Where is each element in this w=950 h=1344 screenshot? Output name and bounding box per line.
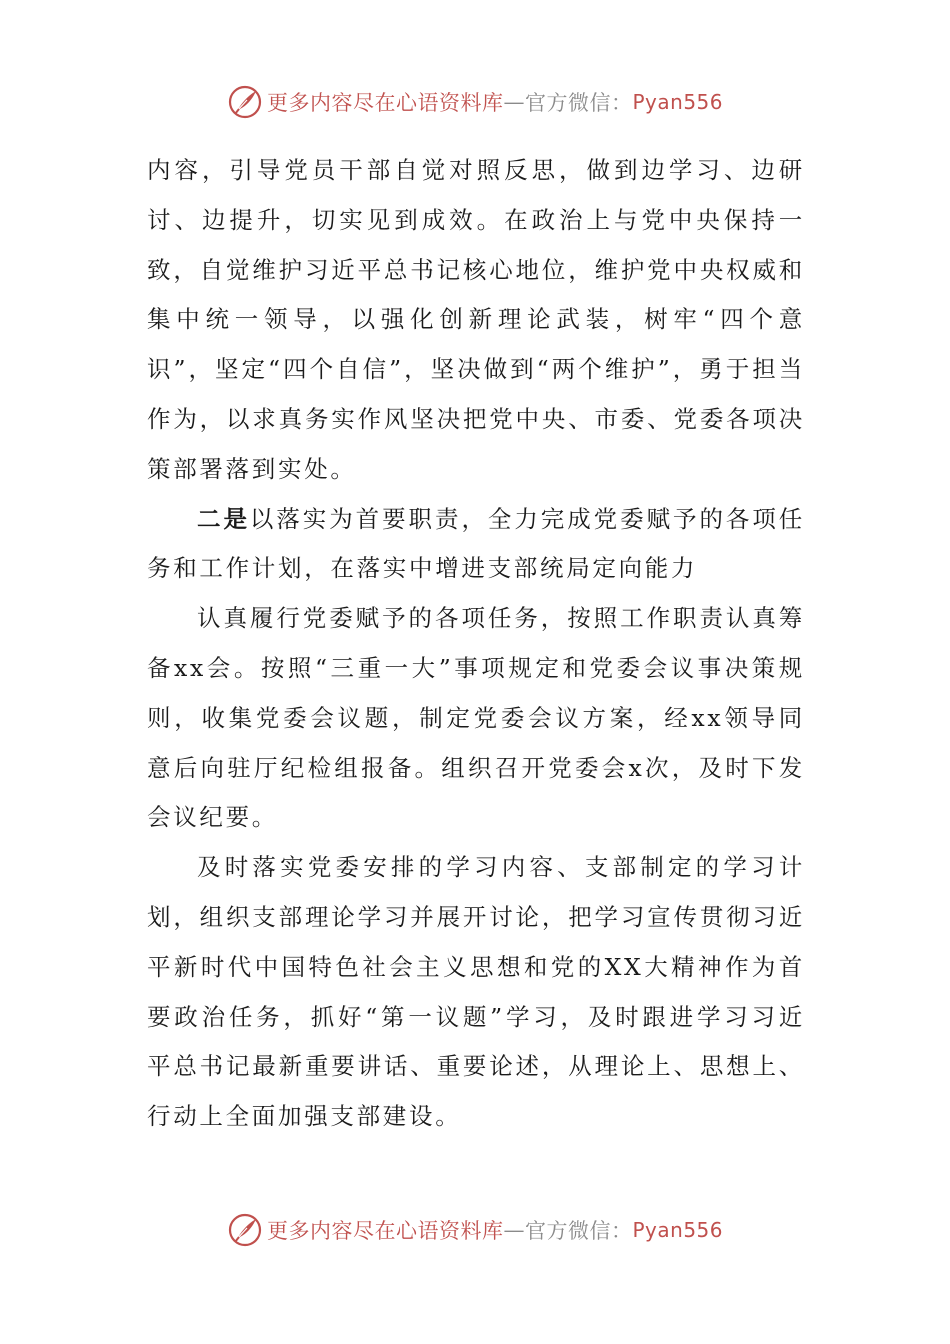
paragraph-1 [147, 146, 805, 495]
quill-logo-icon [227, 84, 263, 120]
paragraph-text: 及时落实党委安排的学习内容、支部制定的学习计划，组织支部理论学习并展开讨论，把学习宣传贯彻习近平新时代中国特色社会主义思想和党的XX大精神作为首要政治任务，抓好“第一议题”学习，及时跟进学习习近平总书记最新重要讲话、重要论述，从理论上、思想上、行动上全面加强支部建设。 [147, 853, 805, 1131]
header-banner [0, 82, 950, 122]
quill-logo-icon [227, 1212, 263, 1248]
document-body [147, 146, 805, 1142]
contact-id: Pyan556 [632, 1218, 723, 1242]
contact-label: 官方微信： [524, 91, 633, 115]
paragraph-text: 认真履行党委赋予的各项任务，按照工作职责认真筹备xx会。按照“三重一大”事项规定和党委会议事决策规则，收集党委会议题，制定党委会议方案，经xx领导同意后向驻厅纪检组报备。组织召开党委会x次，及时下发会议纪要。 [147, 604, 805, 832]
paragraph-text: 以落实为首要职责，全力完成党委赋予的各项任务和工作计划，在落实中增进支部统局定向能力 [147, 504, 805, 583]
contact-label: 官方微信： [524, 1219, 633, 1243]
paragraph-2 [147, 495, 805, 595]
paragraph-3 [147, 594, 805, 843]
banner-separator: — [503, 1218, 525, 1242]
site-name: 更多内容尽在心语资料库 [266, 1219, 504, 1243]
paragraph-4 [147, 843, 805, 1142]
site-name: 更多内容尽在心语资料库 [266, 91, 504, 115]
contact-id: Pyan556 [632, 90, 723, 114]
footer-banner [0, 1210, 950, 1250]
paragraph-lead: 二是 [197, 504, 250, 533]
banner-separator: — [503, 90, 525, 114]
paragraph-text: 内容，引导党员干部自觉对照反思，做到边学习、边研讨、边提升，切实见到成效。在政治上与党中央保持一致，自觉维护习近平总书记核心地位，维护党中央权威和集中统一领导，以强化创新理论武装，树牢“四个意识”，坚定“四个自信”，坚决做到“两个维护”，勇于担当作为，以求真务实作风坚决把党中央、市委、党委各项决策部署落到实处。 [147, 156, 805, 483]
